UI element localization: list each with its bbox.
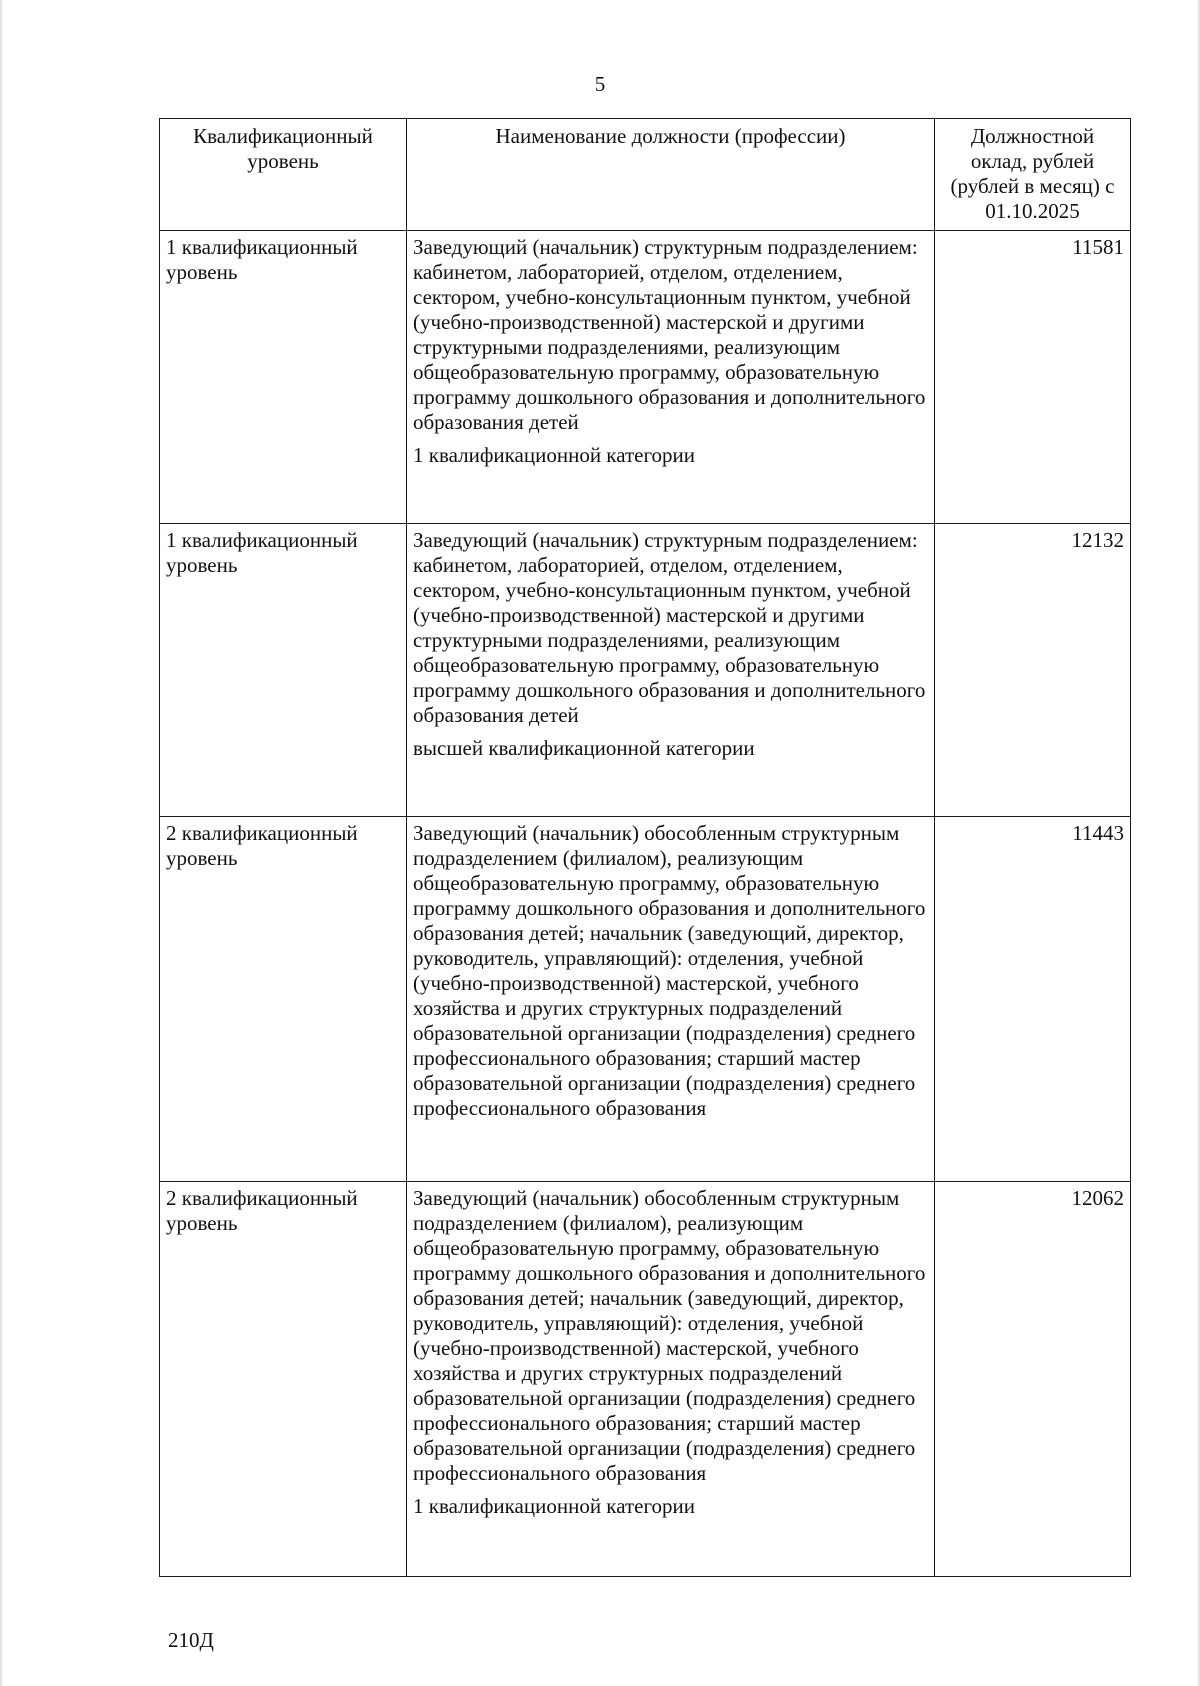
document-code: 210Д <box>168 1628 214 1652</box>
cell-level: 2 квалификационный уровень <box>160 1182 407 1577</box>
header-salary: Должностной оклад, рублей (рублей в месяц) с 01.10.2025 <box>935 119 1131 231</box>
category-text: высшей квалификационной категории <box>413 736 755 760</box>
table-row <box>160 524 1131 817</box>
cell-salary: 12132 <box>935 524 1131 817</box>
cell-salary: 11581 <box>935 231 1131 524</box>
position-text: Заведующий (начальник) структурным подразделением: кабинетом, лабораторией, отделом, отделением, сектором, учебно-консультационным пунктом, учебной (учебно-производственной) мастерской и другими структурными подразделениями, реализующим общеобразовательную программу, образовательную программу дошкольного образования и дополнительного образования детей <box>413 235 926 434</box>
category-text: 1 квалификационной категории <box>413 443 696 467</box>
header-qualification-level: Квалификационный уровень <box>160 119 407 231</box>
table-row <box>160 231 1131 524</box>
cell-level: 1 квалификационный уровень <box>160 524 407 817</box>
cell-level: 2 квалификационный уровень <box>160 817 407 1182</box>
table-row <box>160 817 1131 1182</box>
cell-position <box>407 524 935 817</box>
table-header-row <box>160 119 1131 231</box>
cell-salary: 12062 <box>935 1182 1131 1577</box>
cell-position <box>407 817 935 1182</box>
position-text: Заведующий (начальник) обособленным структурным подразделением (филиалом), реализующим общеобразовательную программу, образовательную программу дошкольного образования и дополнительного образования детей; начальник (заведующий, директор, руководитель, управляющий): отделения, учебной (учебно-производственной) мастерской, учебного хозяйства и других структурных подразделений образовательной организации (подразделения) среднего профессионального образования; старший мастер образовательной организации (подразделения) среднего профессионального образования <box>413 1186 926 1485</box>
cell-salary: 11443 <box>935 817 1131 1182</box>
salary-table <box>159 118 1131 1577</box>
category-text: 1 квалификационной категории <box>413 1494 696 1518</box>
position-text: Заведующий (начальник) структурным подразделением: кабинетом, лабораторией, отделом, отделением, сектором, учебно-консультационным пунктом, учебной (учебно-производственной) мастерской и другими структурными подразделениями, реализующим общеобразовательную программу, образовательную программу дошкольного образования и дополнительного образования детей <box>413 528 926 727</box>
scan-edge-left <box>0 0 3 1686</box>
cell-level: 1 квалификационный уровень <box>160 231 407 524</box>
cell-position <box>407 1182 935 1577</box>
cell-position <box>407 231 935 524</box>
position-text: Заведующий (начальник) обособленным структурным подразделением (филиалом), реализующим общеобразовательную программу, образовательную программу дошкольного образования и дополнительного образования детей; начальник (заведующий, директор, руководитель, управляющий): отделения, учебной (учебно-производственной) мастерской, учебного хозяйства и других структурных подразделений образовательной организации (подразделения) среднего профессионального образования; старший мастер образовательной организации (подразделения) среднего профессионального образования <box>413 821 926 1120</box>
page-number: 5 <box>594 72 606 96</box>
table-row <box>160 1182 1131 1577</box>
header-position-name: Наименование должности (профессии) <box>407 119 935 231</box>
